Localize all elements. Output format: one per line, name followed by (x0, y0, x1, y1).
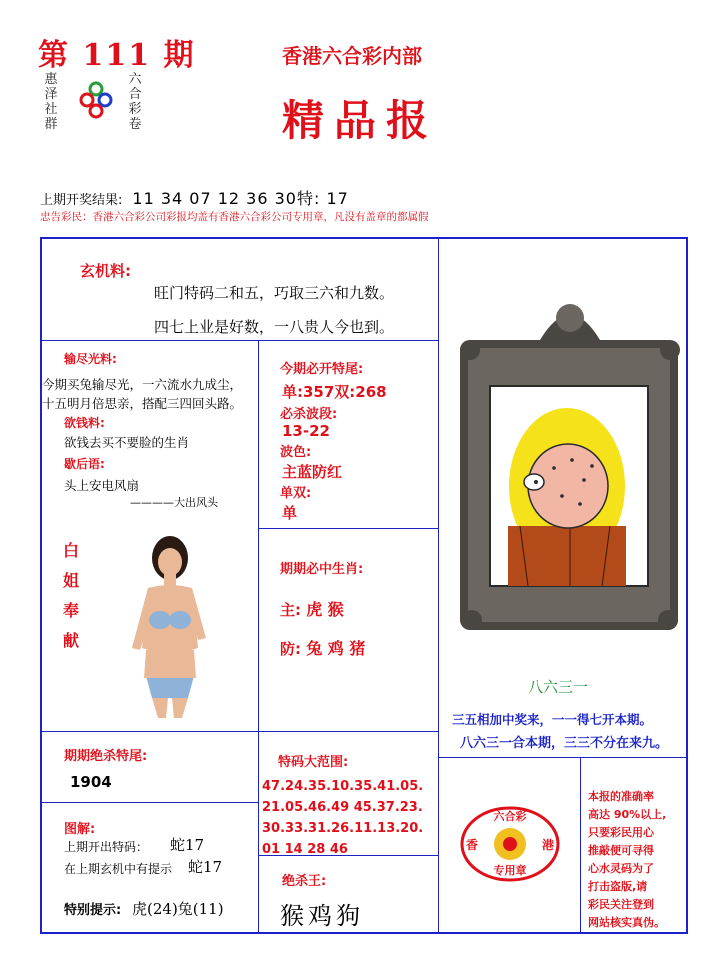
poem-line2: 八六三一合本期，三三不分在来九。 (460, 736, 669, 751)
divider (258, 528, 438, 529)
juesha-value: 1904 (70, 773, 112, 791)
jueshawang-label: 绝杀王: (282, 874, 327, 889)
official-seal (458, 804, 562, 884)
seal-top-text: 六合彩 (493, 810, 527, 823)
danshuang-label: 单双: (280, 486, 312, 501)
notice-line: 彩民关注登到 (588, 898, 654, 911)
juesha-label: 期期绝杀特尾: (64, 749, 148, 764)
zhongsheng-main (280, 597, 344, 620)
tujie-label: 图解: (64, 822, 96, 837)
notice-line: 高达 90%以上, (588, 808, 667, 821)
divider (438, 757, 688, 758)
frame-caption: 八六三一 (528, 678, 589, 696)
tebie-value: 虎(24)兔(11) (132, 900, 224, 918)
header-title: 香港六合彩内部 (282, 44, 422, 68)
notice-line: 本报的准确率 (588, 790, 654, 803)
left-vertical-text: 惠泽社群 (44, 72, 58, 132)
zhongsheng-label: 期期必中生肖: (280, 562, 364, 577)
fanwei-row: 47.24.35.10.35.41.05. (262, 779, 424, 794)
tebie-label: 特别提示: (64, 903, 122, 918)
warning-text: 忠告彩民：香港六合彩公司彩报均盖有香港六合彩公司专用章，凡没有盖章的都属假 (40, 211, 429, 223)
tujie-line1-label: 上期开出特码： (64, 840, 149, 854)
divider (40, 802, 258, 803)
tewei-label: 今期必开特尾: (280, 362, 364, 377)
zhongsheng-fang-label: 防: (280, 640, 301, 658)
xuanji-line2: 四七上业是好数，一八贵人今也到。 (154, 318, 395, 336)
zhongsheng-fang-value: 兔 鸡 猪 (306, 639, 366, 658)
tewei-value: 单:357双:268 (282, 383, 387, 401)
notice (588, 788, 684, 932)
shujin-line2: 十五明月倍思亲，搭配三四回头路。 (42, 396, 243, 411)
divider (580, 757, 581, 934)
last-result-label: 上期开奖结果: (40, 193, 123, 208)
bose-value: 主蓝防红 (282, 463, 343, 481)
last-result-numbers: 11 34 07 12 36 30特: 17 (132, 189, 349, 208)
notice-line: 只要彩民用心 (588, 826, 654, 839)
seal-right-text: 港 (541, 838, 555, 852)
fanwei-row: 30.33.31.26.11.13.20. (262, 821, 424, 836)
xiehouyu-answer: ————大出风头 (130, 496, 218, 509)
xiehouyu-label: 歇后语: (64, 457, 105, 471)
xiehouyu-text: 头上安电风扇 (64, 478, 140, 493)
seal-left-text: 香 (465, 838, 479, 852)
notice-line: 打击盗版,请 (588, 880, 648, 893)
divider (438, 237, 439, 934)
bosha-label: 必杀波段: (280, 407, 338, 422)
divider (40, 731, 438, 732)
poem-line1: 三五相加中奖来，一一得七开本期。 (452, 712, 653, 727)
notice-line: 网站核实真伪。 (588, 916, 665, 929)
fanwei-label: 特码大范围: (278, 755, 349, 770)
header-big-title: 精品报 (282, 96, 439, 145)
notice-line: 心水灵码为了 (588, 862, 654, 875)
right-vertical-text: 六合彩卷 (128, 72, 142, 132)
last-result (40, 186, 349, 209)
zhongsheng-main-label: 主: (280, 601, 301, 619)
tujie-line1-value: 蛇17 (170, 836, 205, 854)
yuqian-text: 欲钱去买不要脸的生肖 (64, 435, 190, 450)
model-photo (118, 528, 222, 718)
danshuang-value: 单 (282, 504, 298, 522)
jueshawang-value: 猴鸡狗 (280, 902, 364, 930)
yuqian-label: 欲钱料: (64, 416, 105, 430)
divider (258, 340, 259, 934)
shujin-label: 输尽光料: (64, 352, 117, 366)
tujie-line2-value: 蛇17 (188, 858, 223, 876)
logo-rings-icon (78, 80, 114, 120)
seal-bottom-text: 专用章 (493, 864, 527, 877)
zhongsheng-fang (280, 636, 365, 659)
xuanji-line1: 旺门特码二和五，巧取三六和九数。 (154, 284, 395, 302)
fanwei-rows (262, 776, 436, 860)
xuanji-label: 玄机料: (80, 262, 131, 280)
bose-label: 波色: (280, 445, 312, 460)
photo-caption: 白姐奉献 (62, 541, 79, 650)
divider (40, 340, 438, 341)
fanwei-row: 21.05.46.49 45.37.23. (262, 800, 423, 815)
shujin-line1: 今期买兔输尽光，一六流水九成尘， (42, 377, 243, 392)
tujie-line2-label: 在上期玄机中有提示 (64, 862, 173, 876)
issue-number: 第 111 期 (38, 38, 196, 73)
fanwei-row: 01 14 28 46 (262, 842, 348, 857)
notice-line: 推敲便可寻得 (588, 844, 654, 857)
zhongsheng-main-value: 虎 猴 (306, 600, 344, 619)
framed-cartoon (450, 290, 690, 635)
bosha-value: 13-22 (282, 422, 330, 440)
